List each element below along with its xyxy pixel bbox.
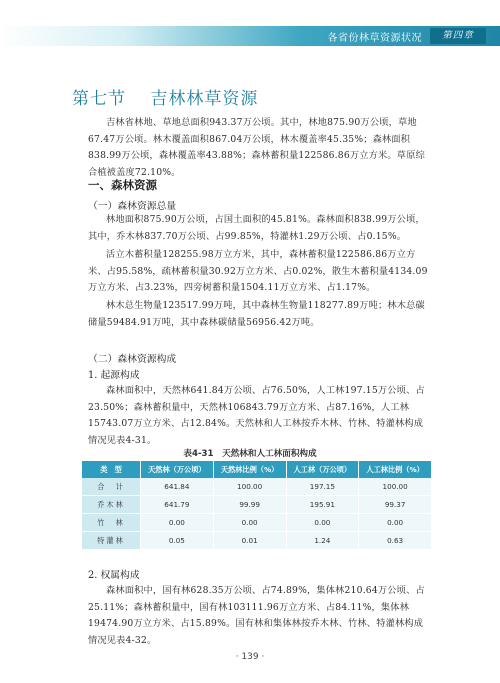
running-header-title: 各省份林草资源状况	[327, 33, 422, 44]
table-row-label: 竹 林	[82, 514, 141, 532]
ownership-paragraph: 森林面积中，国有林628.35万公顷、占74.89%，集体林210.64万公顷、占25.11%；森林蓄积量中，国有林103111.96万立方米、占84.11%，集体林19474.90万立方米、占15.89%。国有林和集体林按乔木林、竹林、特灌林构成情况见表4-32。	[88, 585, 425, 646]
table-caption: 表4-31 天然林和人工林面积构成	[183, 449, 317, 459]
intro-paragraph: 吉林省林地、草地总面积943.37万公顷。其中，林地875.90万公顷，草地67.47万公顷。林木覆盖面积867.04万公顷，林木覆盖率45.35%；森林面积838.99万公顷，森林覆盖率43.88%；森林蓄积量122586.86万立方米。草原综合植被盖度72.10%。	[88, 117, 425, 178]
forest-heading: 一、森林资源	[88, 178, 157, 192]
table-header-row	[82, 461, 432, 478]
table-cell: 0.00	[141, 514, 214, 532]
table-row	[82, 514, 432, 532]
page-number: · 139 ·	[235, 652, 265, 662]
forest-total-heading: （一）森林资源总量	[88, 201, 177, 212]
forest-structure-heading: （二）森林资源构成	[88, 354, 177, 365]
forest-total-paragraph-3: 林木总生物量123517.99万吨，其中森林生物量118277.89万吨；林木总碳储量59484.91万吨，其中森林碳储量56956.42万吨。	[88, 300, 425, 328]
table-row-label: 特灌林	[82, 532, 141, 550]
table-header-cell: 人工林比例（%）	[359, 461, 432, 478]
table-cell: 0.63	[359, 532, 432, 550]
data-table	[82, 461, 432, 550]
table-cell: 99.99	[213, 496, 286, 514]
table-cell: 641.79	[141, 496, 214, 514]
table-header-cell: 类 型	[82, 461, 141, 478]
table-cell: 195.91	[286, 496, 359, 514]
table-row-label: 乔木林	[82, 496, 141, 514]
table-cell: 100.00	[213, 478, 286, 496]
origin-heading: 1. 起源构成	[88, 370, 140, 381]
chapter-badge: 第四章	[430, 28, 486, 44]
table-cell: 99.37	[359, 496, 432, 514]
forest-total-paragraph-1: 林地面积875.90万公顷，占国土面积的45.81%。森林面积838.99万公顷，其中，乔木林837.70万公顷、占99.85%，特灌林1.29万公顷、占0.15%。	[88, 214, 425, 242]
table-cell: 0.01	[213, 532, 286, 550]
table-header-cell: 天然林比例（%）	[213, 461, 286, 478]
table-row-label: 合 计	[82, 478, 141, 496]
table-cell: 641.84	[141, 478, 214, 496]
origin-paragraph: 森林面积中，天然林641.84万公顷、占76.50%，人工林197.15万公顷、占23.50%；森林蓄积量中，天然林106843.79万立方米、占87.16%，人工林15743.07万立方米、占12.84%。天然林和人工林按乔木林、竹林、特灌林构成情况见表4-31。	[88, 385, 425, 446]
ownership-heading: 2. 权属构成	[88, 570, 140, 581]
header-bar	[0, 26, 500, 46]
table-cell: 1.24	[286, 532, 359, 550]
table-header-cell: 天然林（万公顷）	[141, 461, 214, 478]
table-row	[82, 532, 432, 550]
forest-total-paragraph-2: 活立木蓄积量128255.98万立方米，其中，森林蓄积量122586.86万立方米、占95.58%，疏林蓄积量30.92万立方米、占0.02%，散生木蓄积量4134.09万立方米、占3.23%，四旁树蓄积量1504.11万立方米、占1.17%。	[88, 249, 428, 293]
section-title-text: 吉林林草资源	[150, 89, 259, 109]
table-cell: 0.00	[213, 514, 286, 532]
table-cell: 0.05	[141, 532, 214, 550]
table-cell: 0.00	[359, 514, 432, 532]
table-cell: 197.15	[286, 478, 359, 496]
table-row	[82, 478, 432, 496]
section-number: 第七节	[72, 89, 126, 109]
table-cell: 100.00	[359, 478, 432, 496]
table-header-cell: 人工林（万公顷）	[286, 461, 359, 478]
table-row	[82, 496, 432, 514]
table-cell: 0.00	[286, 514, 359, 532]
section-title	[72, 84, 258, 109]
